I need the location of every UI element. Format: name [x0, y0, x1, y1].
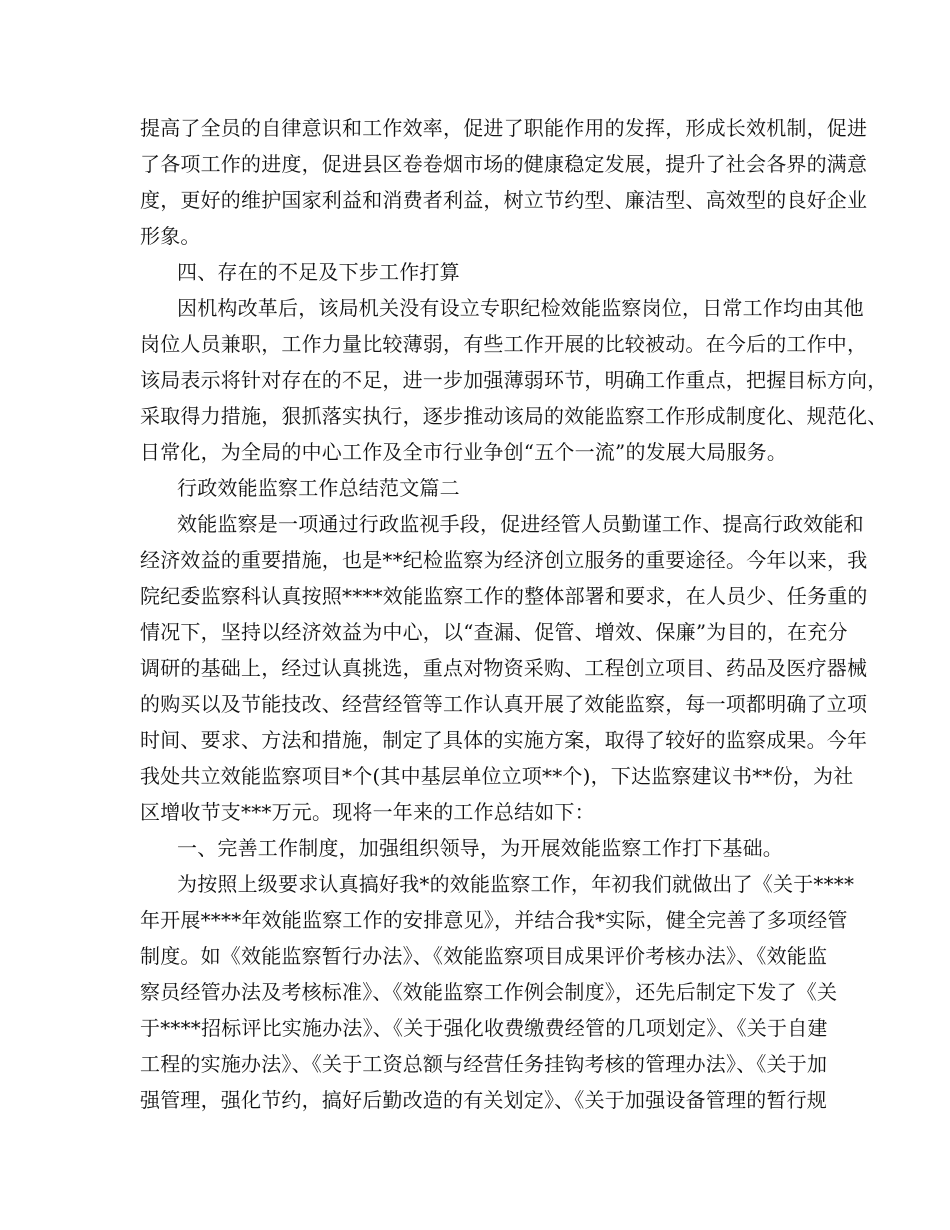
text-line: 形象。	[140, 224, 201, 248]
text-line: 了各项工作的进度，促进县区卷卷烟市场的健康稳定发展，提升了社会各界的满意	[140, 152, 868, 176]
text-line: 察员经管办法及考核标准》、《效能监察工作例会制度》，还先后制定下发了《关	[140, 980, 838, 1004]
text-line: 制度。如《效能监察暂行办法》、《效能监察项目成果评价考核办法》、《效能监	[140, 944, 828, 968]
text-line: 于****招标评比实施办法》、《关于强化收费缴费经管的几项划定》、《关于自建	[140, 1016, 828, 1040]
section-heading: 一、完善工作制度，加强组织领导，为开展效能监察工作打下基础。	[177, 836, 783, 860]
text-line: 因机构改革后，该局机关没有设立专职纪检效能监察岗位，日常工作均由其他	[177, 296, 864, 320]
text-line: 调研的基础上，经过认真挑选，重点对物资采购、工程创立项目、药品及医疗器械	[140, 656, 868, 680]
text-line: 情况下，坚持以经济效益为中心，以“查漏、促管、增效、保廉”为目的，在充分	[140, 620, 848, 644]
text-line: 采取得力措施，狠抓落实执行，逐步推动该局的效能监察工作形成制度化、规范化、	[140, 404, 888, 428]
article-title: 行政效能监察工作总结范文篇二	[177, 476, 460, 500]
text-line: 年开展****年效能监察工作的安排意见》，并结合我*实际，健全完善了多项经管	[140, 908, 848, 932]
text-line: 我处共立效能监察项目*个(其中基层单位立项**个)，下达监察建议书**份，为社	[140, 764, 854, 788]
text-line: 区增收节支***万元。现将一年来的工作总结如下：	[140, 800, 595, 824]
text-line: 度，更好的维护国家利益和消费者利益，树立节约型、廉洁型、高效型的良好企业	[140, 188, 868, 212]
text-line: 时间、要求、方法和措施，制定了具体的实施方案，取得了较好的监察成果。今年	[140, 728, 868, 752]
text-line: 工程的实施办法》、《关于工资总额与经营任务挂钩考核的管理办法》、《关于加	[140, 1052, 828, 1076]
text-line: 提高了全员的自律意识和工作效率，促进了职能作用的发挥，形成长效机制，促进	[140, 116, 868, 140]
text-line: 该局表示将针对存在的不足，进一步加强薄弱环节，明确工作重点，把握目标方向，	[140, 368, 888, 392]
text-line: 效能监察是一项通过行政监视手段，促进经管人员勤谨工作、提高行政效能和	[177, 512, 864, 536]
text-line: 强管理，强化节约，搞好后勤改造的有关划定》、《关于加强设备管理的暂行规	[140, 1088, 827, 1112]
text-line: 日常化，为全局的中心工作及全市行业争创“五个一流”的发展大局服务。	[140, 440, 788, 464]
text-line: 为按照上级要求认真搞好我*的效能监察工作，年初我们就做出了《关于****	[177, 872, 855, 896]
text-line: 院纪委监察科认真按照****效能监察工作的整体部署和要求，在人员少、任务重的	[140, 584, 868, 608]
text-line: 岗位人员兼职，工作力量比较薄弱，有些工作开展的比较被动。在今后的工作中，	[140, 332, 868, 356]
section-heading: 四、存在的不足及下步工作打算	[177, 260, 460, 284]
text-line: 经济效益的重要措施，也是**纪检监察为经济创立服务的重要途径。今年以来，我	[140, 548, 868, 572]
text-line: 的购买以及节能技改、经营经管等工作认真开展了效能监察，每一项都明确了立项	[140, 692, 868, 716]
